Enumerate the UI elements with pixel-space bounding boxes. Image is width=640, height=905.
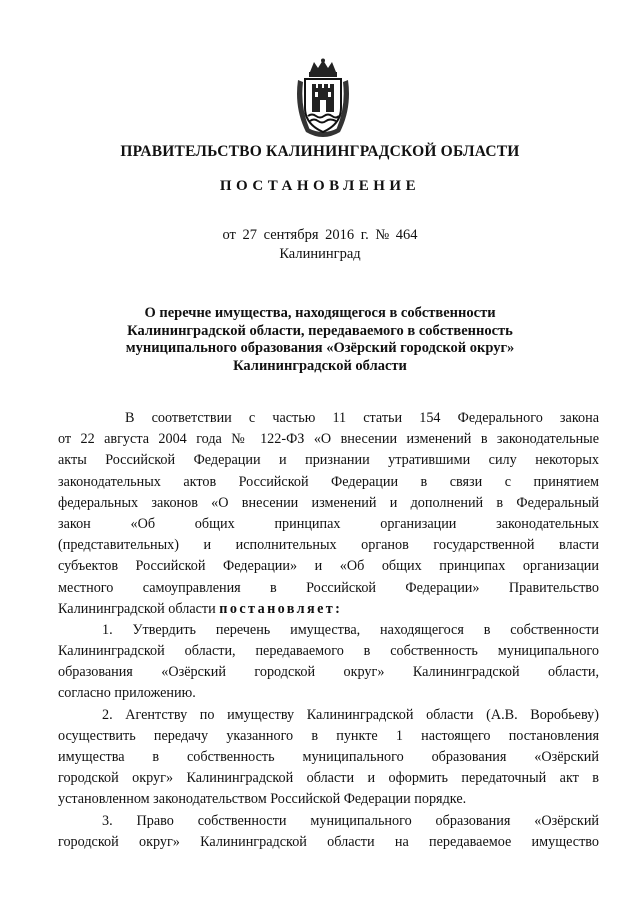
paragraph-line: 2. Агентству по имуществу Калининградской области (А.В. Воробьеву): [102, 706, 599, 723]
paragraph-line: образования «Озёрский городской округ» Калининградской области,: [58, 664, 599, 681]
date-number-line: от 27 сентября 2016 г. № 464: [222, 227, 418, 243]
paragraph-line: городской округ» Калининградской области и оформить передаточный акт в: [58, 770, 599, 787]
paragraph-line: субъектов Российской Федерации» и «Об общих принципах организации: [58, 558, 599, 575]
document-title: [0, 305, 640, 375]
paragraph-line: местного самоуправления в Российской Федерации» Правительство: [58, 579, 599, 596]
document-body: [58, 408, 599, 853]
document-type: ПОСТАНОВЛЕНИЕ: [219, 178, 421, 194]
paragraph-line: 3. Право собственности муниципального образования «Озёрский: [102, 812, 599, 829]
paragraph-line: установленном законодательством Российской Федерации порядке.: [58, 791, 467, 808]
paragraph-line: федеральных законов «О внесении изменений и дополнений в Федеральный: [58, 494, 599, 511]
paragraph-line: акты Российской Федерации и признании утратившими силу некоторых: [58, 452, 599, 469]
city-name: Калининград: [279, 246, 361, 262]
paragraph-line-text: Калининградской области: [58, 600, 220, 617]
title-line: Калининградской области: [233, 357, 407, 374]
title-line: Калининградской области, передаваемого в собственность: [127, 322, 513, 339]
item-1-paragraph: [58, 620, 599, 705]
organization-name: ПРАВИТЕЛЬСТВО КАЛИНИНГРАДСКОЙ ОБЛАСТИ: [120, 143, 520, 160]
paragraph-line: законодательных актов Российской Федерации в связи с принятием: [58, 473, 599, 490]
preamble-paragraph: [58, 408, 599, 620]
paragraph-line: 1. Утвердить перечень имущества, находящегося в собственности: [102, 621, 599, 638]
title-line: муниципального образования «Озёрский городской округ»: [125, 340, 515, 356]
paragraph-line: городской округ» Калининградской области на передаваемое имущество: [58, 833, 599, 850]
item-2-paragraph: [58, 705, 599, 811]
paragraph-line: В соответствии с частью 11 статьи 154 Федерального закона: [125, 410, 599, 426]
paragraph-line: Калининградской области, передаваемого в собственность муниципального: [58, 643, 599, 660]
paragraph-line: имущества в собственность муниципального образования «Озёрский: [58, 749, 599, 765]
coat-of-arms-emblem: [292, 58, 354, 140]
paragraph-line-final: [58, 599, 599, 620]
title-line: О перечне имущества, находящегося в собственности: [144, 305, 496, 321]
paragraph-line: осуществить передачу указанного в пункте 1 настоящего постановления: [58, 727, 599, 744]
item-3-paragraph: [58, 811, 599, 853]
paragraph-line: закон «Об общих принципах организации законодательных: [58, 515, 599, 532]
decree-word: постановляет:: [219, 600, 343, 617]
paragraph-line: согласно приложению.: [58, 685, 196, 702]
paragraph-line: (представительных) и исполнительных органов государственной власти: [58, 537, 599, 554]
paragraph-line: от 22 августа 2004 года № 122-ФЗ «О внесении изменений в законодательные: [58, 431, 599, 448]
